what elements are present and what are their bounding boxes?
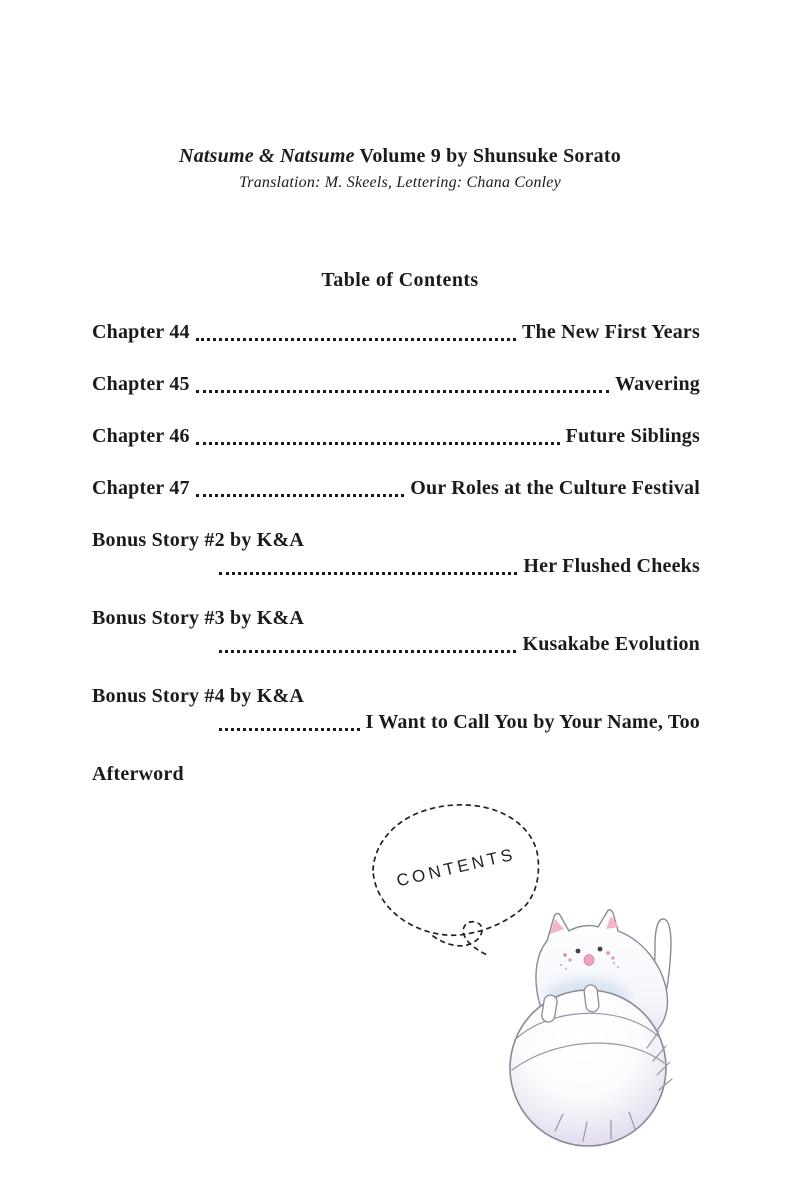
toc-entry-title: Our Roles at the Culture Festival <box>410 477 700 499</box>
dot-leader <box>196 338 516 341</box>
toc-entry-title: Future Siblings <box>565 425 700 447</box>
volume-author: Volume 9 by Shunsuke Sorato <box>354 145 621 167</box>
dot-leader <box>219 650 516 653</box>
toc-entry-chapter-45 <box>92 373 700 399</box>
toc-entry-label: Chapter 44 <box>92 321 190 343</box>
dot-leader <box>196 494 405 497</box>
toc-entry-label: Chapter 45 <box>92 373 190 395</box>
toc-entry-bonus-4 <box>92 685 700 711</box>
toc-entry-bonus-4-title-line <box>92 711 700 737</box>
cat-mouth <box>584 955 594 966</box>
cat-eye-left <box>576 949 581 954</box>
toc-entry-title: Her Flushed Cheeks <box>523 555 700 577</box>
dot-leader <box>219 728 360 731</box>
toc-entry-label: Afterword <box>92 763 184 785</box>
speech-bubble-tail <box>433 922 489 956</box>
credits-line: Translation: M. Skeels, Lettering: Chana Conley <box>239 174 561 191</box>
toc-entry-afterword <box>92 763 700 789</box>
toc-heading: Table of Contents <box>321 269 479 291</box>
cat-eye-right <box>598 947 603 952</box>
toc-entry-label: Bonus Story #3 by K&A <box>92 607 305 629</box>
toc-entry-title: I Want to Call You by Your Name, Too <box>365 711 700 733</box>
cat-volleyball-illustration <box>495 903 705 1158</box>
dot-leader <box>196 442 560 445</box>
toc-entry-bonus-3 <box>92 607 700 633</box>
dot-leader <box>219 572 517 575</box>
dot-leader <box>196 390 609 393</box>
toc-entry-bonus-2 <box>92 529 700 555</box>
toc-entry-title: The New First Years <box>521 321 700 343</box>
toc-entry-label: Bonus Story #2 by K&A <box>92 529 305 551</box>
toc-entry-title: Wavering <box>615 373 700 395</box>
volume-title <box>0 145 800 168</box>
toc-entry-chapter-44 <box>92 321 700 347</box>
series-name: Natsume & Natsume <box>179 145 355 167</box>
toc-entry-label: Chapter 46 <box>92 425 190 447</box>
page-header <box>0 145 800 192</box>
contents-bubble-text: CONTENTS <box>394 844 518 891</box>
toc-entry-chapter-47 <box>92 477 700 503</box>
toc-entry-bonus-2-title-line <box>92 555 700 581</box>
toc-entry-label: Bonus Story #4 by K&A <box>92 685 305 707</box>
toc-list <box>92 321 700 815</box>
toc-entry-label: Chapter 47 <box>92 477 190 499</box>
toc-entry-title: Kusakabe Evolution <box>522 633 700 655</box>
toc-entry-chapter-46 <box>92 425 700 451</box>
toc-entry-bonus-3-title-line <box>92 633 700 659</box>
